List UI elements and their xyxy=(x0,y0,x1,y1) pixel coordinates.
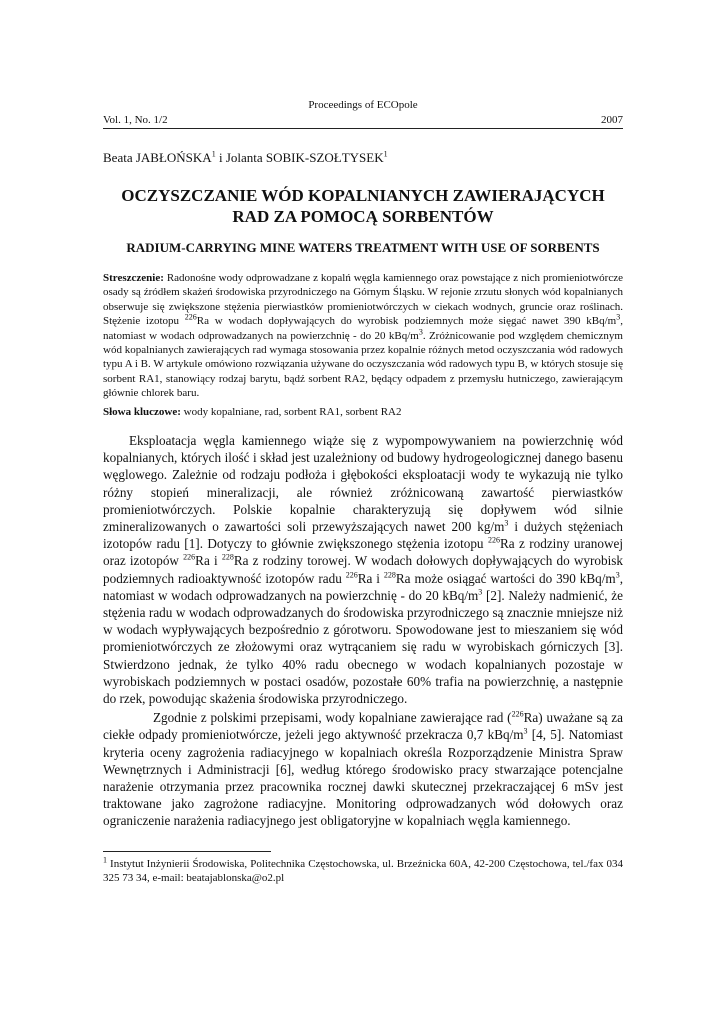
text-run: [4, 5]. Natomiast kryteria oceny zagrożenia radiacyjnego w kopalniach określa Rozporządzenie Ministra Spraw Wewnętrznych i Administracji [6], według którego środowisko pracy stwarzające potencjalne narażenie otrzymania przez pracownika rocznej dawki skutecznej przekraczającej 6 mSv jest traktowane jako zagrożone radiacyjne. Monitoring odprowadzanych wód dołowych oraz ograniczenie narażenia radiacyjnego jest obligatoryjne w kopalniach węgla kamiennego. xyxy=(103,727,623,829)
text-run: Zgodnie z polskimi przepisami, wody kopalniane zawierające rad ( xyxy=(153,710,512,726)
footnote-mark: 1 xyxy=(103,855,107,865)
authors xyxy=(103,150,388,166)
abstract-text: , natomiast w wodach odprowadzanych na powierzchnię - do 20 kBq/m xyxy=(103,315,623,342)
author-2-affiliation: 1 xyxy=(383,149,388,159)
superscript: 3 xyxy=(523,727,528,737)
superscript: 226 xyxy=(345,570,358,580)
text-run: [2]. Należy nadmienić, że stężenia radu w wodach odprowadzanych do środowiska przyrodniczego są znacznie mniejsze niż w wodach wypływających bezpośrednio z górotworu. Spowodowane jest to mieszaniem się wód promieniotwórczych ze złożowymi oraz wytrącaniem się radu w wyrobiskach górniczych [3]. Stwierdzono jednak, że tylko 40% radu obecnego w wodach kopalnianych pozostaje w wyrobiskach podziemnych w postaci osadów, pozostałe 60% trafia na powierzchnię, a następnie do rzek, powodując skażenia środowiska przyrodniczego. xyxy=(103,587,623,707)
abstract-label: Streszczenie: xyxy=(103,272,164,284)
text-run: Ra i xyxy=(195,553,222,569)
text-run: Ra z rodziny uranowej oraz izotopów xyxy=(103,536,623,569)
superscript: 3 xyxy=(418,326,423,336)
body-text xyxy=(103,432,623,830)
superscript: 226 xyxy=(511,709,524,719)
volume-number: Vol. 1, No. 1/2 xyxy=(103,114,168,126)
abstract xyxy=(103,271,623,401)
superscript: 3 xyxy=(504,518,509,528)
superscript: 3 xyxy=(615,570,620,580)
superscript: 228 xyxy=(383,570,396,580)
superscript: 3 xyxy=(478,587,483,597)
author-1: Beata JABŁOŃSKA xyxy=(103,150,212,165)
title-line-2: RAD ZA POMOCĄ SORBENTÓW xyxy=(232,207,494,226)
text-run: Ra z rodziny torowej. W wodach dołowych dopływających do wyrobisk podziemnych radioaktywność izotopów radu xyxy=(103,553,623,586)
superscript: 226 xyxy=(183,553,196,563)
journal-name: Proceedings of ECOpole xyxy=(308,99,418,111)
keywords-label: Słowa kluczowe: xyxy=(103,406,181,418)
superscript: 228 xyxy=(221,553,234,563)
text-run: i dużych stężeniach izotopów radu [1]. Dotyczy to głównie zwiększonego stężenia izotopu xyxy=(103,519,623,552)
abstract-text: . Zróżnicowanie pod względem chemicznym wód kopalnianych zawierających rad wymaga stosowania przez kopalnie różnych metod oczyszczania wód radowych typu A i B. W artykule omówiono rozwiązania używane do oczyszczania wód radowych typu B, w których stosuje się sorbent RA1, stanowiący rodzaj barytu, bądź sorbent RA2, będący odpadem z przemysłu hutniczego, zawierającym głównie chlorek baru. xyxy=(103,329,623,400)
text-run: Eksploatacja węgla kamiennego wiąże się z wypompowywaniem na powierzchnię wód kopalnianych, których ilość i skład jest uzależniony od budowy hydrogeologicznej danego basenu węglowego. Zależnie od rodzaju podłoża i głębokości eksploatacji wody te wykazują nie tylko różny stopień mineralizacji, ale również zróżnicowaną zawartość pierwiastków promieniotwórczych. Polskie kopalnie charakteryzują się dopływem wód silnie zmineralizowanych o zawartości soli przewyższających nawet 200 kg/m xyxy=(103,433,623,535)
title-english: RADIUM-CARRYING MINE WATERS TREATMENT WITH USE OF SORBENTS xyxy=(126,240,600,255)
text-run: Ra może osiągać wartości do 390 kBq/m xyxy=(395,570,616,586)
superscript: 226 xyxy=(487,535,500,545)
paragraph-1 xyxy=(103,432,623,707)
footnote-rule xyxy=(103,851,271,852)
header-rule xyxy=(103,128,623,129)
author-1-affiliation: 1 xyxy=(211,149,216,159)
title-line-1: OCZYSZCZANIE WÓD KOPALNIANYCH ZAWIERAJĄCYCH xyxy=(121,186,605,205)
text-run: Ra i xyxy=(357,570,384,586)
superscript: 226 xyxy=(184,312,197,322)
abstract-text: Radonośne wody odprowadzane z kopalń węgla kamiennego oraz powstające z nich promieniotwórcze osady są źródłem skażeń środowiska przyrodniczego na Górnym Śląsku. W rejonie zrzutu słonych wód kopalnianych obserwuje się zwiększone stężenia pierwiastków promieniotwórczych w ciekach wodnych, gruncie oraz roślinach. Stężenie izotopu xyxy=(103,272,623,328)
abstract-text: Ra w wodach dopływających do wyrobisk podziemnych może sięgać nawet 390 kBq/m xyxy=(196,315,617,328)
superscript: 3 xyxy=(616,312,621,322)
title-polish xyxy=(103,185,623,227)
paragraph-2 xyxy=(103,709,623,829)
keywords-text: wody kopalniane, rad, sorbent RA1, sorbent RA2 xyxy=(180,406,402,418)
text-run: Ra) uważane są za ciekłe odpady promieniotwórcze, jeżeli jego aktywność przekracza 0,7 kBq/m xyxy=(103,710,624,743)
keywords xyxy=(103,406,623,418)
volume-line xyxy=(103,114,623,126)
text-run: , natomiast w wodach odprowadzanych na powierzchnię - do 20 kBq/m xyxy=(103,570,623,603)
footnote-text: Instytut Inżynierii Środowiska, Politechnika Częstochowska, ul. Brzeźnicka 60A, 42-200 Częstochowa, tel./fax 034 325 73 34, e-mail: beatajablonska@o2.pl xyxy=(103,858,623,885)
footnote xyxy=(103,857,623,886)
author-connector: i xyxy=(215,150,226,165)
year: 2007 xyxy=(601,114,623,126)
author-2: Jolanta SOBIK-SZOŁTYSEK xyxy=(225,150,384,165)
